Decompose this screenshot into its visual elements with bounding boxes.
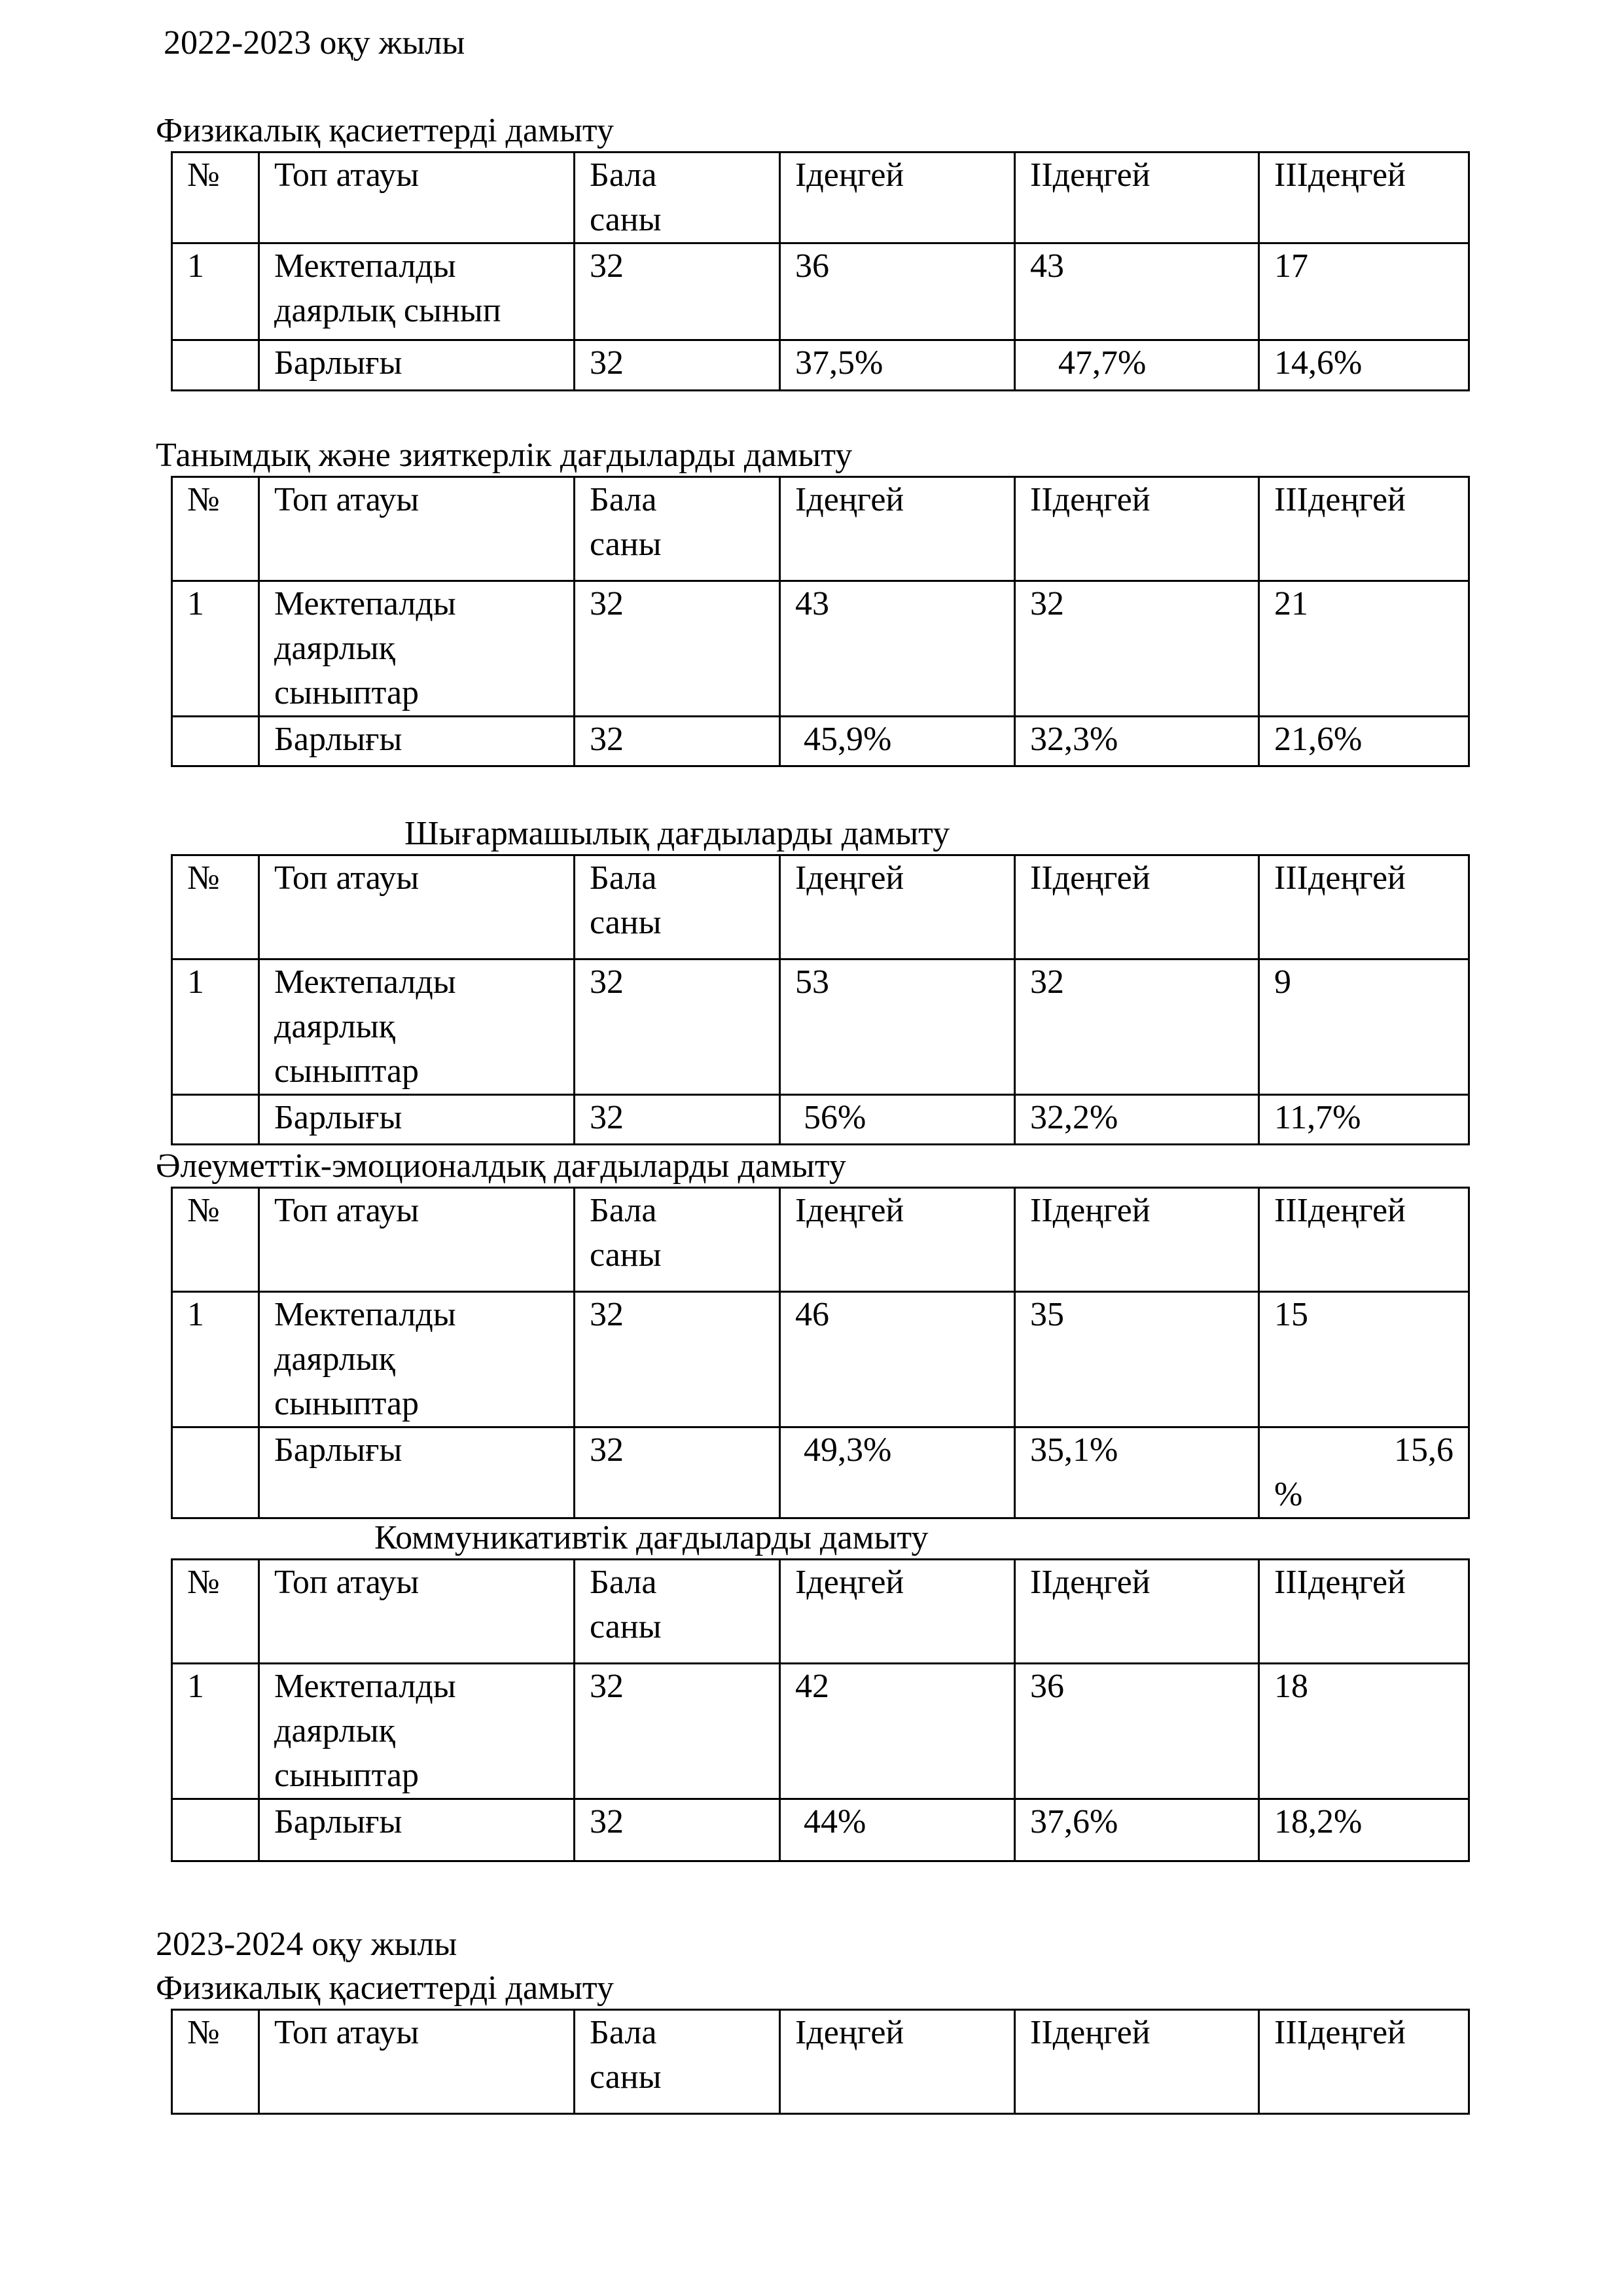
table-header-row	[172, 1560, 1469, 1664]
header-level1: Ідеңгей	[780, 1560, 1015, 1664]
cell-level1: 43	[780, 581, 1015, 717]
header-count: Бала саны	[575, 2010, 780, 2114]
total-label: Барлығы	[259, 1095, 575, 1145]
total-label: Барлығы	[259, 717, 575, 766]
header-level2: ІІдеңгей	[1015, 2010, 1259, 2114]
table-header-row	[172, 152, 1469, 243]
header-num: №	[172, 2010, 259, 2114]
header-group: Топ атауы	[259, 477, 575, 581]
cell-num: 1	[172, 243, 259, 340]
cell-group: Мектепалды даярлық сынып	[259, 243, 575, 340]
header-level3: ІІІдеңгей	[1259, 477, 1469, 581]
total-row	[172, 717, 1469, 766]
cell-count: 32	[575, 1664, 780, 1799]
header-count: Бала саны	[575, 855, 780, 960]
cell-level1: 53	[780, 960, 1015, 1095]
table-physical-2023	[171, 2009, 1470, 2115]
section-title-communicative: Коммуникативтік дағдыларды дамыту	[374, 1519, 929, 1556]
year-heading-2023: 2023-2024 оқу жылы	[156, 1926, 457, 1963]
header-level3: ІІІдеңгей	[1259, 1560, 1469, 1664]
table-header-row	[172, 2010, 1469, 2114]
header-group: Топ атауы	[259, 2010, 575, 2114]
cell-level2: 43	[1015, 243, 1259, 340]
total-level1: 37,5%	[780, 340, 1015, 391]
total-count: 32	[575, 1799, 780, 1861]
header-count: Бала саны	[575, 1188, 780, 1292]
table-row	[172, 960, 1469, 1095]
cell-level2: 35	[1015, 1292, 1259, 1427]
table-communicative	[171, 1558, 1470, 1862]
header-num: №	[172, 1560, 259, 1664]
header-level2: ІІдеңгей	[1015, 152, 1259, 243]
cell-group: Мектепалды даярлық сыныптар	[259, 581, 575, 717]
cell-count: 32	[575, 1292, 780, 1427]
section-title-cognitive: Танымдық және зияткерлік дағдыларды дамыту	[156, 437, 853, 474]
header-level2: ІІдеңгей	[1015, 1560, 1259, 1664]
cell-level2: 36	[1015, 1664, 1259, 1799]
total-level2: 37,6%	[1015, 1799, 1259, 1861]
table-header-row	[172, 477, 1469, 581]
header-level1: Ідеңгей	[780, 855, 1015, 960]
header-group: Топ атауы	[259, 152, 575, 243]
cell-num: 1	[172, 1664, 259, 1799]
total-level1: 45,9%	[780, 717, 1015, 766]
table-social-emotional	[171, 1187, 1470, 1519]
header-level1: Ідеңгей	[780, 2010, 1015, 2114]
header-level3: ІІІдеңгей	[1259, 855, 1469, 960]
section-title-physical: Физикалық қасиеттерді дамыту	[156, 112, 614, 149]
cell-level1: 46	[780, 1292, 1015, 1427]
total-level3: 11,7%	[1259, 1095, 1469, 1145]
cell-level3: 17	[1259, 243, 1469, 340]
cell-group: Мектепалды даярлық сыныптар	[259, 960, 575, 1095]
header-level1: Ідеңгей	[780, 477, 1015, 581]
cell-group: Мектепалды даярлық сыныптар	[259, 1292, 575, 1427]
cell-empty	[172, 340, 259, 391]
header-num: №	[172, 855, 259, 960]
cell-count: 32	[575, 960, 780, 1095]
cell-level2: 32	[1015, 581, 1259, 717]
table-header-row	[172, 1188, 1469, 1292]
header-level2: ІІдеңгей	[1015, 1188, 1259, 1292]
header-level2: ІІдеңгей	[1015, 477, 1259, 581]
table-header-row	[172, 855, 1469, 960]
table-cognitive	[171, 476, 1470, 767]
total-row	[172, 1095, 1469, 1145]
cell-level3: 15	[1259, 1292, 1469, 1427]
total-level3: 15,6 %	[1259, 1427, 1469, 1518]
table-row	[172, 1292, 1469, 1427]
total-count: 32	[575, 1095, 780, 1145]
header-level3: ІІІдеңгей	[1259, 152, 1469, 243]
total-row	[172, 1427, 1469, 1518]
cell-empty	[172, 1427, 259, 1518]
cell-num: 1	[172, 581, 259, 717]
total-count: 32	[575, 340, 780, 391]
header-level1: Ідеңгей	[780, 152, 1015, 243]
section-title-creative: Шығармашылық дағдыларды дамыту	[404, 815, 950, 852]
cell-count: 32	[575, 243, 780, 340]
total-level3: 14,6%	[1259, 340, 1469, 391]
cell-empty	[172, 1799, 259, 1861]
total-level3: 21,6%	[1259, 717, 1469, 766]
header-num: №	[172, 477, 259, 581]
cell-num: 1	[172, 960, 259, 1095]
table-creative	[171, 854, 1470, 1145]
total-label: Барлығы	[259, 340, 575, 391]
section-title-social-emotional: Әлеуметтік-эмоционалдық дағдыларды дамыту	[156, 1147, 846, 1185]
header-num: №	[172, 152, 259, 243]
total-level2: 47,7%	[1015, 340, 1259, 391]
cell-empty	[172, 717, 259, 766]
table-row	[172, 581, 1469, 717]
cell-level2: 32	[1015, 960, 1259, 1095]
table-physical	[171, 151, 1470, 391]
total-row	[172, 1799, 1469, 1861]
cell-group: Мектепалды даярлық сыныптар	[259, 1664, 575, 1799]
total-level3: 18,2%	[1259, 1799, 1469, 1861]
year-heading-2022: 2022-2023 оқу жылы	[164, 24, 465, 62]
cell-level3: 9	[1259, 960, 1469, 1095]
cell-empty	[172, 1095, 259, 1145]
header-count: Бала саны	[575, 1560, 780, 1664]
header-group: Топ атауы	[259, 855, 575, 960]
header-group: Топ атауы	[259, 1560, 575, 1664]
cell-level3: 18	[1259, 1664, 1469, 1799]
table-row	[172, 1664, 1469, 1799]
total-count: 32	[575, 1427, 780, 1518]
total-row	[172, 340, 1469, 391]
header-level2: ІІдеңгей	[1015, 855, 1259, 960]
total-count: 32	[575, 717, 780, 766]
total-level2: 35,1%	[1015, 1427, 1259, 1518]
header-num: №	[172, 1188, 259, 1292]
cell-level3: 21	[1259, 581, 1469, 717]
total-level1: 49,3%	[780, 1427, 1015, 1518]
total-level2: 32,2%	[1015, 1095, 1259, 1145]
cell-count: 32	[575, 581, 780, 717]
header-group: Топ атауы	[259, 1188, 575, 1292]
header-count: Бала саны	[575, 152, 780, 243]
header-level3: ІІІдеңгей	[1259, 2010, 1469, 2114]
cell-level1: 42	[780, 1664, 1015, 1799]
cell-num: 1	[172, 1292, 259, 1427]
header-count: Бала саны	[575, 477, 780, 581]
table-row	[172, 243, 1469, 340]
total-level1: 56%	[780, 1095, 1015, 1145]
cell-level1: 36	[780, 243, 1015, 340]
total-label: Барлығы	[259, 1427, 575, 1518]
section-title-physical-2023: Физикалық қасиеттерді дамыту	[156, 1969, 614, 2007]
header-level1: Ідеңгей	[780, 1188, 1015, 1292]
total-level1: 44%	[780, 1799, 1015, 1861]
header-level3: ІІІдеңгей	[1259, 1188, 1469, 1292]
total-label: Барлығы	[259, 1799, 575, 1861]
total-level2: 32,3%	[1015, 717, 1259, 766]
